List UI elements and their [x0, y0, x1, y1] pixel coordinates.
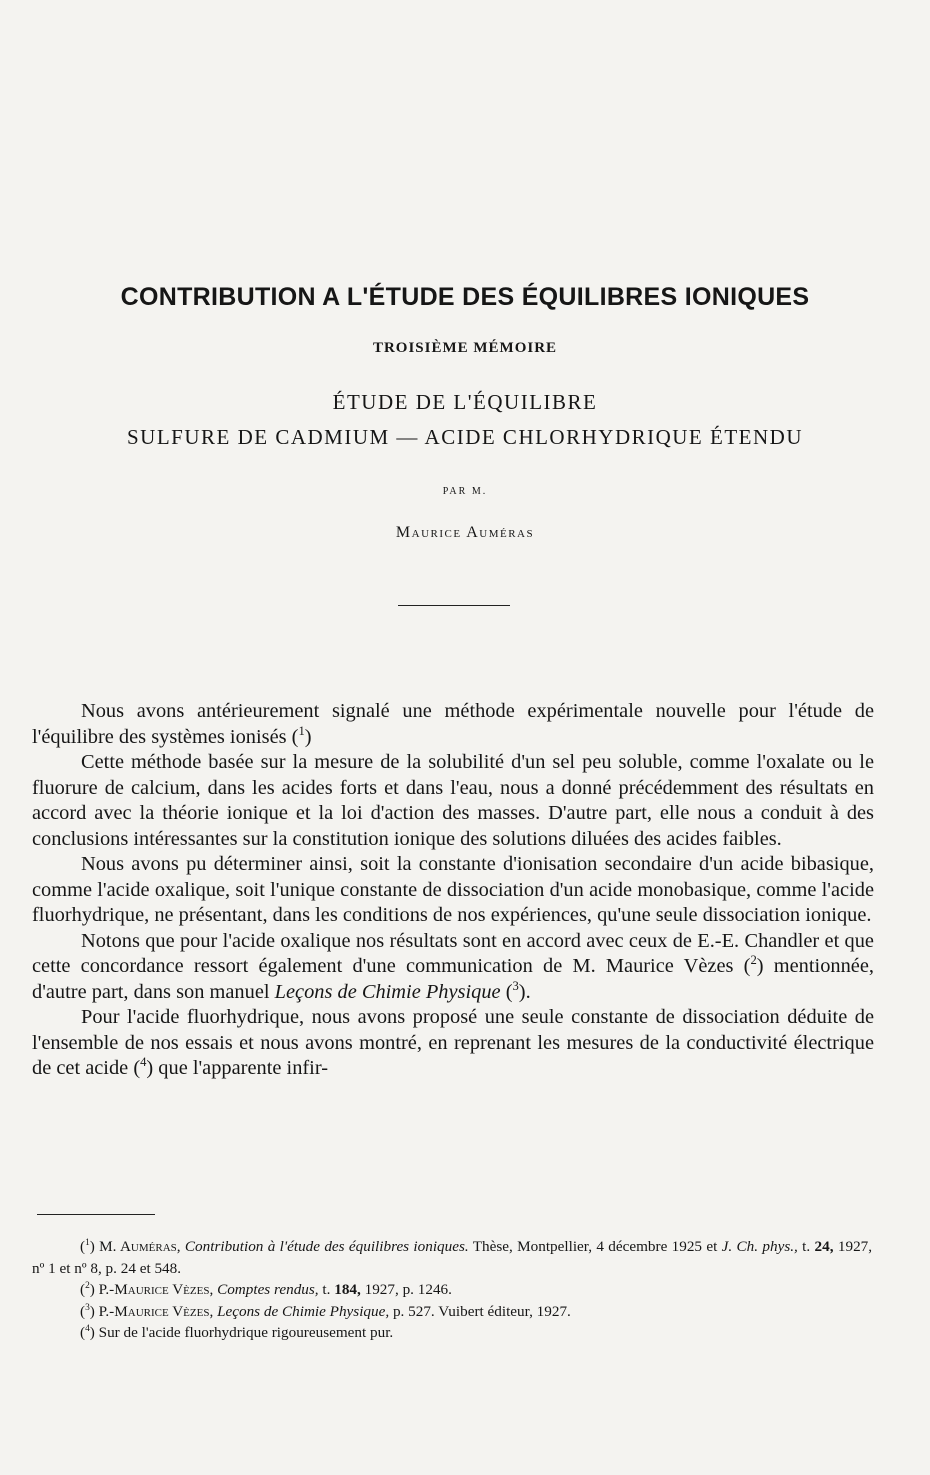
footnote-2-end: 1927, p. 1246. [364, 1281, 452, 1299]
footnote-3-book: Leçons de Chimie Physique, [217, 1302, 390, 1320]
paragraph-1-close: ) [304, 725, 312, 748]
article-title: CONTRIBUTION A L'ÉTUDE DES ÉQUILIBRES IONIQUES [120, 283, 810, 311]
footnote-4-number: 4 [85, 1324, 90, 1335]
footnote-2-tome: t. [322, 1281, 331, 1299]
footnote-1: ($^1$) M. Auméras, Contribution à l'étude des équilibres ioniques. Thèse, Montpellier, 4 décembre 1925 et J. Ch. phys., t. 24, 1927, nº 1 et nº 8, p. 24 et 548. [32, 1237, 873, 1277]
footnote-1-journal: J. Ch. phys., [721, 1238, 798, 1255]
footnote-2-volume: 184, [334, 1281, 361, 1299]
paragraph-5 [32, 1005, 874, 1082]
subtitle-line-2: SULFURE DE CADMIUM — ACIDE CHLORHYDRIQUE ÉTENDU [127, 425, 803, 449]
footnote-3-end: p. 527. Vuibert éditeur, 1927. [392, 1302, 571, 1320]
author-name: Maurice Auméras [395, 524, 535, 541]
footnote-1-author: M. Auméras, [99, 1238, 181, 1255]
title-divider [398, 605, 510, 606]
paragraph-4-text: Notons que pour l'acide oxalique nos résultats sont en accord avec ceux de E.-E. Chandler et que cette concordance ressort également d'une communication de M. Maurice Vèzes ( [32, 929, 874, 977]
paragraph-1-text: Nous avons antérieurement signalé une méthode expérimentale nouvelle pour l'étude de l'équilibre des systèmes ionisés ( [32, 700, 874, 748]
footnote-2: ($^2$) P.-Maurice Vèzes, Comptes rendus, t. 184, 1927, p. 1246. [80, 1281, 452, 1299]
footnote-ref-3: 3 [512, 978, 519, 993]
footnote-1-rest: Thèse, Montpellier, 4 décembre 1925 et [472, 1238, 718, 1255]
footnote-1-number: 1 [85, 1237, 90, 1248]
footnote-1-end: 1927, nº 1 et nº 8, p. 24 et 548. [32, 1238, 873, 1277]
memoir-label: TROISIÈME MÉMOIRE [372, 340, 558, 356]
subtitle-line-1: ÉTUDE DE L'ÉQUILIBRE [332, 390, 598, 414]
footnote-3-author: P.-Maurice Vèzes, [98, 1302, 214, 1320]
footnote-1-tome: t. [802, 1238, 811, 1255]
paragraph-1 [32, 699, 874, 750]
paragraph-4 [32, 929, 874, 1006]
footnote-divider [37, 1214, 155, 1215]
paragraph-4-text-c: ( [500, 980, 513, 1003]
footnote-4-text: Sur de l'acide fluorhydrique rigoureusement pur. [98, 1324, 394, 1342]
footnote-ref-4: 4 [140, 1055, 147, 1070]
byline-par: PAR M. [442, 486, 488, 497]
paragraph-5-text: Pour l'acide fluorhydrique, nous avons proposé une seule constante de dissociation déduite de l'ensemble de nos essais et nous avons montré, en reprenant les mesures de la conductivité électrique de cet acide ( [32, 1006, 874, 1079]
article-body [32, 699, 874, 1082]
paragraph-2: Cette méthode basée sur la mesure de la solubilité d'un sel peu soluble, comme l'oxalate ou le fluorure de calcium, dans les acides forts et dans l'eau, nous a donné précédemment des résultats en accord avec la théorie ionique et la loi d'action des masses. D'autre part, elle nous a conduit à des conclusions intéressantes sur la constitution ionique des solutions diluées des acides faibles. [32, 751, 874, 850]
paragraph-5-text-b: ) que l'apparente infir- [146, 1057, 329, 1079]
footnote-ref-2: 2 [750, 953, 757, 968]
footnote-3-number: 3 [85, 1302, 90, 1313]
footnote-2-author: P.-Maurice Vèzes, [98, 1281, 214, 1299]
footnote-2-number: 2 [85, 1281, 90, 1292]
footnote-4: ($^4$) Sur de l'acide fluorhydrique rigoureusement pur. [80, 1324, 394, 1342]
book-title: Leçons de Chimie Physique [274, 980, 501, 1003]
footnote-ref-1: 1 [298, 723, 305, 738]
footnote-3: ($^3$) P.-Maurice Vèzes, Leçons de Chimie Physique, p. 527. Vuibert éditeur, 1927. [80, 1302, 571, 1320]
paragraph-4-text-b: ) mentionnée, d'autre part, dans son manuel [32, 955, 874, 1003]
paragraph-3: Nous avons pu déterminer ainsi, soit la constante d'ionisation secondaire d'un acide bibasique, comme l'acide oxalique, soit l'unique constante de dissociation d'un acide monobasique, comme l'acide fluorhydrique, ne présentant, dans les conditions de nos expériences, qu'une seule dissociation ionique. [32, 853, 874, 926]
footnotes [32, 1236, 872, 1344]
footnote-1-volume: 24, [814, 1238, 834, 1255]
footnote-1-title: Contribution à l'étude des équilibres ioniques. [184, 1238, 469, 1255]
footnote-2-journal: Comptes rendus, [217, 1281, 319, 1299]
paragraph-4-text-d: ). [518, 980, 531, 1003]
